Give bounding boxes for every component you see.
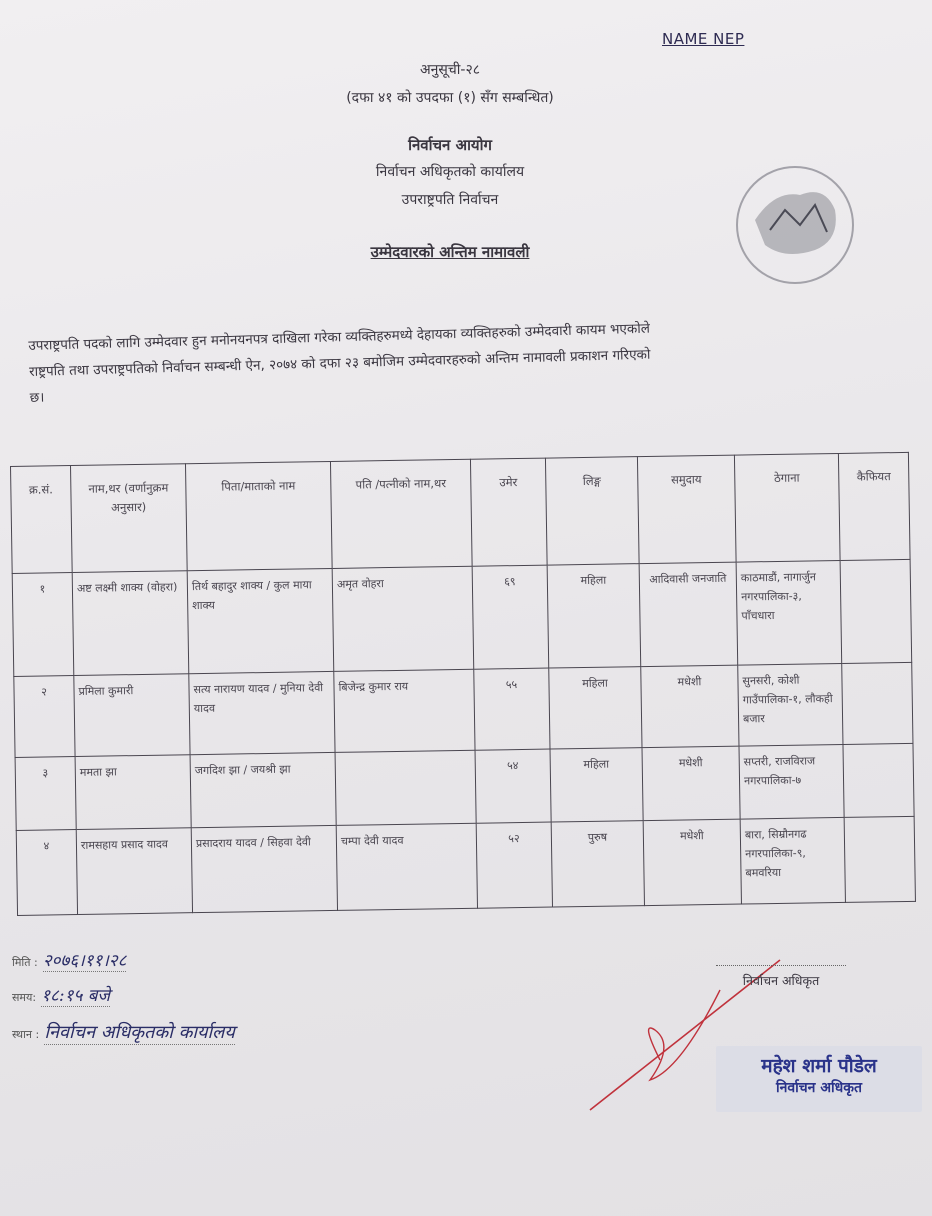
time-value: १८:१५ बजे (41, 983, 110, 1007)
cell-gender: महिला (550, 748, 643, 822)
table-row (15, 743, 914, 830)
header-age: उमेर (470, 458, 547, 566)
place-label: स्थान : (12, 1028, 40, 1041)
cell-address: काठमाडौं, नागार्जुन नगरपालिका-३, पाँचधारा (736, 560, 842, 665)
cell-address: सुनसरी, कोशी गाउँपालिका-१, लौकही बजार (738, 663, 843, 746)
document-title: उम्मेदवारको अन्तिम नामावली (370, 243, 530, 261)
cell-name: ममता झा (75, 755, 191, 830)
date-line (12, 948, 126, 972)
announcement-paragraph: उपराष्ट्रपति पदको लागि उम्मेदवार हुन मनोनयनपत्र दाखिला गरेका व्यक्तिहरुमध्ये देहायका व्यक्तिहरुको उम्मेदवारी कायम भएकोले राष्ट्रपति तथा उपराष्ट्रपतिको निर्वाचन सम्बन्धी ऐन, २०७४ को दफा २३ बमोजिम उम्मेदवारहरुको अन्तिम नामावली प्रकाशन गरिएको छ। (28, 320, 651, 406)
cell-age: ५५ (474, 668, 550, 750)
cell-serial: ४ (16, 830, 77, 916)
cell-gender: पुरुष (551, 821, 644, 907)
election-office-seal (715, 150, 895, 340)
time-label: समय: (12, 991, 37, 1004)
cell-name: अष्ट लक्ष्मी शाक्य (वोहरा) (72, 571, 189, 676)
schedule-number: अनुसूची-२८ (419, 62, 481, 78)
table-row (12, 559, 912, 676)
date-value: २०७६।११।२८ (43, 948, 127, 972)
officer-label: निर्वाचन अधिकृत (716, 965, 846, 989)
header-spouse: पति /पत्नीको नाम,थर (330, 459, 472, 568)
cell-parents: सत्य नारायण यादव / मुनिया देवी यादव (189, 671, 335, 754)
header-parents: पिता/माताको नाम (185, 461, 332, 570)
cell-gender: महिला (549, 667, 642, 749)
office-name: निर्वाचन अधिकृतको कार्यालय (375, 164, 525, 180)
cell-serial: १ (12, 573, 74, 677)
cell-age: ५२ (476, 822, 552, 908)
cell-age: ६९ (472, 565, 549, 669)
cell-community: मधेशी (643, 819, 741, 906)
cell-community: मधेशी (641, 665, 739, 748)
cell-parents: जगदिश झा / जयश्री झा (190, 752, 336, 827)
table-header-row (11, 452, 911, 573)
time-line (12, 983, 110, 1007)
cell-parents: प्रसादराय यादव / सिहवा देवी (191, 825, 337, 912)
header-serial: क्र.सं. (11, 466, 73, 574)
cell-spouse: चम्पा देवी यादव (336, 823, 477, 910)
table-row (14, 662, 913, 757)
date-label: मिति : (12, 956, 38, 969)
cell-community: मधेशी (642, 746, 740, 821)
header-address: ठेगाना (734, 453, 840, 562)
header-remarks: कैफियत (838, 452, 910, 560)
stamp-title: निर्वाचन अधिकृत (775, 1080, 862, 1096)
cell-age: ५४ (475, 749, 551, 823)
cell-spouse (335, 750, 476, 825)
header-name: नाम,थर (वर्णानुक्रम अनुसार) (71, 464, 188, 573)
election-name: उपराष्ट्रपति निर्वाचन (401, 192, 499, 208)
cell-remarks (843, 743, 914, 817)
officer-signature-block (716, 965, 846, 989)
header-gender: लिङ्ग (545, 457, 639, 565)
cell-gender: महिला (547, 564, 641, 668)
cell-spouse: अमृत वोहरा (332, 566, 474, 671)
place-value: निर्वाचन अधिकृतको कार्यालय (44, 1022, 235, 1043)
cell-remarks (844, 816, 915, 902)
candidate-table (10, 452, 917, 916)
stamp-name: महेश शर्मा पौडेल (761, 1055, 877, 1077)
cell-remarks (840, 559, 912, 663)
top-right-label: NAME NEP (662, 30, 745, 48)
cell-remarks (842, 662, 913, 744)
cell-parents: तिर्थ बहादुर शाक्य / कुल माया शाक्य (187, 568, 334, 673)
cell-address: बारा, सिम्रौनगढ नगरपालिका-९, बमवरिया (740, 817, 845, 904)
cell-spouse: बिजेन्द्र कुमार राय (334, 669, 475, 752)
table-row (16, 816, 915, 915)
cell-serial: ३ (15, 757, 76, 831)
commission-name: निर्वाचन आयोग (408, 136, 492, 154)
place-line (12, 1020, 235, 1045)
header-community: समुदाय (637, 455, 736, 564)
schedule-reference: (दफा ४१ को उपदफा (१) सँग सम्बन्धित) (346, 90, 554, 106)
cell-address: सप्तरी, राजविराज नगरपालिका-७ (739, 744, 844, 819)
cell-community: आदिवासी जनजाति (639, 562, 738, 667)
cell-name: रामसहाय प्रसाद यादव (76, 828, 192, 915)
officer-name-stamp (716, 1046, 922, 1112)
cell-name: प्रमिला कुमारी (74, 674, 190, 757)
cell-serial: २ (14, 676, 75, 758)
